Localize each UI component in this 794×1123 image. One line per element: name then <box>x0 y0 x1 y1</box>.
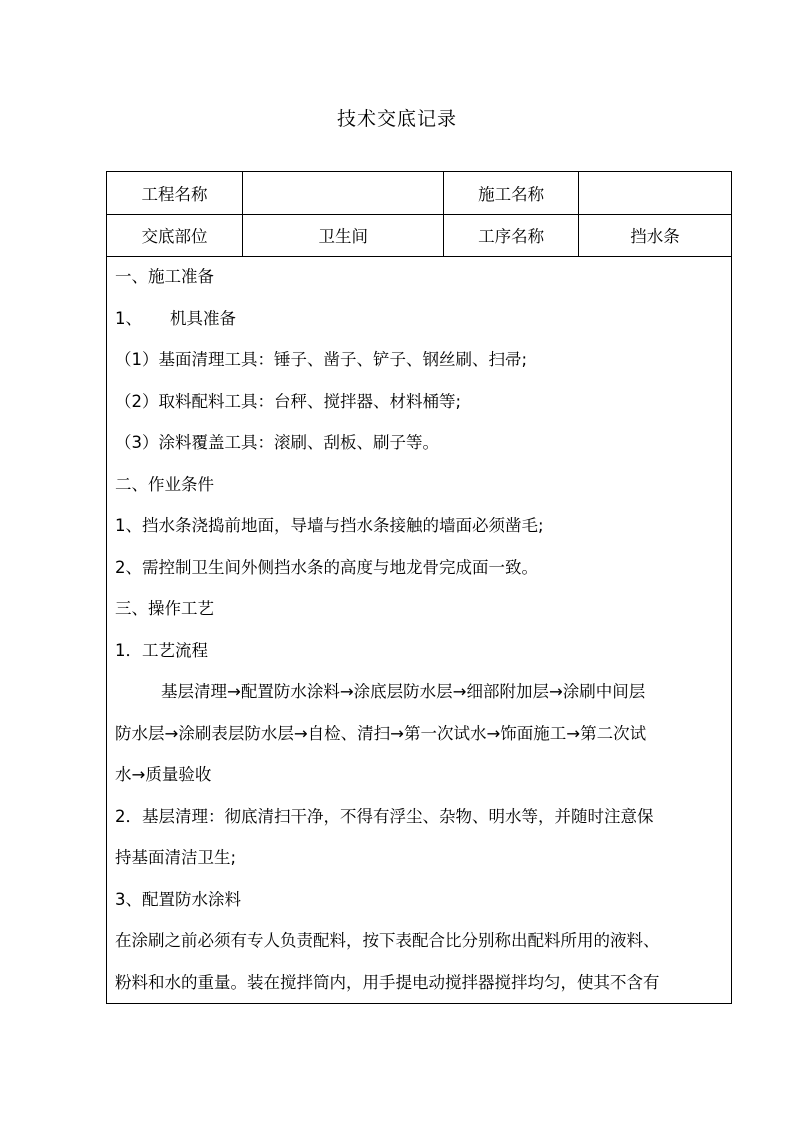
table-row <box>107 172 731 214</box>
info-table <box>107 172 731 257</box>
paragraph-line: 防水层→涂刷表层防水层→自检、清扫→第一次试水→饰面施工→第二次试 <box>115 723 647 743</box>
process-name-value: 挡水条 <box>578 214 731 256</box>
content-body <box>107 256 731 1003</box>
list-item: （3）涂料覆盖工具：滚刷、刮板、刷子等。 <box>115 433 439 452</box>
disclosure-record-frame <box>106 171 732 1004</box>
process-name-label: 工序名称 <box>444 214 579 256</box>
item-text: 机具准备 <box>170 308 236 328</box>
paragraph-line: 基层清理→配置防水涂料→涂底层防水层→细部附加层→涂刷中间层 <box>161 682 646 701</box>
paragraph-line: 2．基层清理：彻底清扫干净，不得有浮尘、杂物、明水等，并随时注意保 <box>115 806 654 826</box>
section-heading: 三、操作工艺 <box>115 599 214 618</box>
section-heading: 一、施工准备 <box>115 267 214 286</box>
paragraph-line: 持基面清洁卫生; <box>115 848 237 867</box>
project-name-value <box>243 172 444 214</box>
construction-name-value <box>578 172 731 214</box>
table-row <box>107 214 731 256</box>
section-heading: 3、配置防水涂料 <box>115 889 241 909</box>
paragraph-line: 水→质量验收 <box>115 765 212 784</box>
paragraph-line: 在涂刷之前必须有专人负责配料，按下表配合比分别称出配料所用的液料、 <box>115 931 660 950</box>
list-item: （2）取料配料工具：台秤、搅拌器、材料桶等; <box>115 391 462 411</box>
disclosure-part-label: 交底部位 <box>107 214 243 256</box>
section-heading: 二、作业条件 <box>115 474 214 494</box>
list-item: 2、需控制卫生间外侧挡水条的高度与地龙骨完成面一致。 <box>115 557 538 577</box>
item-number: 1、 <box>115 308 142 328</box>
project-name-label: 工程名称 <box>107 172 243 214</box>
list-item: 1．工艺流程 <box>115 640 208 660</box>
paragraph-line: 粉料和水的重量。装在搅拌筒内，用手提电动搅拌器搅拌均匀，使其不含有 <box>115 972 660 992</box>
document-title: 技术交底记录 <box>336 108 457 130</box>
construction-name-label: 施工名称 <box>444 172 579 214</box>
list-item: 1、挡水条浇捣前地面，导墙与挡水条接触的墙面必须凿毛; <box>115 516 544 535</box>
list-item <box>115 298 725 340</box>
list-item: （1）基面清理工具：锤子、凿子、铲子、钢丝刷、扫帚; <box>115 350 528 369</box>
disclosure-part-value: 卫生间 <box>243 214 444 256</box>
